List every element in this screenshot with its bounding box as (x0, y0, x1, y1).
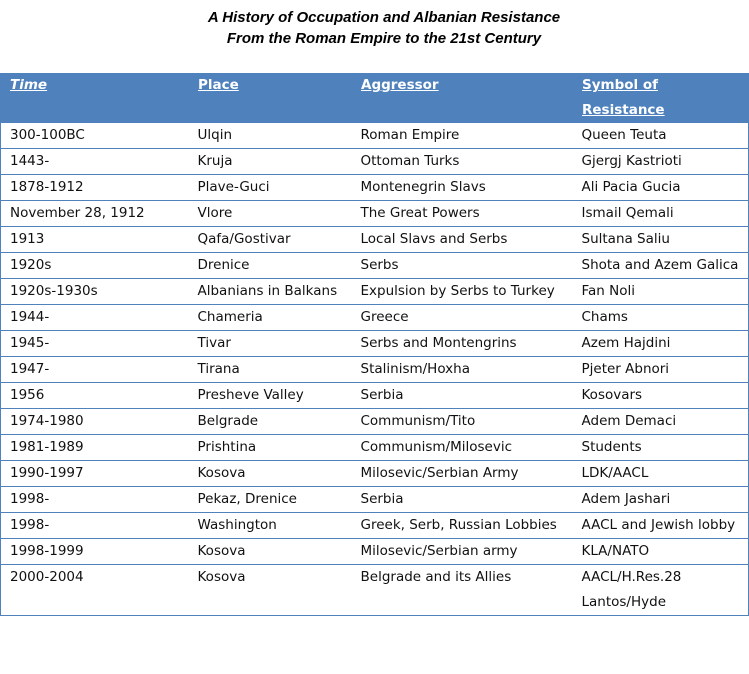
header-time: Time (1, 73, 189, 123)
cell-time: 1443- (1, 149, 189, 175)
cell-aggressor: Milosevic/Serbian army (352, 539, 573, 565)
cell-symbol: Adem Demaci (573, 409, 749, 435)
cell-symbol: Sultana Saliu (573, 227, 749, 253)
cell-time: 2000-2004 (1, 565, 189, 616)
cell-time: 1944- (1, 305, 189, 331)
cell-aggressor: Belgrade and its Allies (352, 565, 573, 616)
cell-time: 300-100BC (1, 123, 189, 149)
cell-place: Chameria (189, 305, 352, 331)
table-row (1, 175, 749, 201)
table-row (1, 253, 749, 279)
cell-place: Kruja (189, 149, 352, 175)
cell-aggressor: Communism/Tito (352, 409, 573, 435)
cell-aggressor: Greece (352, 305, 573, 331)
cell-place: Washington (189, 513, 352, 539)
cell-time: 1998- (1, 487, 189, 513)
cell-symbol: Pjeter Abnori (573, 357, 749, 383)
cell-aggressor: Milosevic/Serbian Army (352, 461, 573, 487)
cell-aggressor: Local Slavs and Serbs (352, 227, 573, 253)
cell-symbol: Ali Pacia Gucia (573, 175, 749, 201)
cell-place: Ulqin (189, 123, 352, 149)
cell-aggressor: The Great Powers (352, 201, 573, 227)
cell-aggressor: Communism/Milosevic (352, 435, 573, 461)
cell-place: Kosova (189, 461, 352, 487)
title-line-2: From the Roman Empire to the 21st Century (226, 30, 542, 47)
cell-aggressor: Serbia (352, 487, 573, 513)
cell-aggressor: Ottoman Turks (352, 149, 573, 175)
cell-place: Vlore (189, 201, 352, 227)
header-aggressor: Aggressor (352, 73, 573, 123)
cell-aggressor: Montenegrin Slavs (352, 175, 573, 201)
cell-aggressor: Serbs and Montengrins (352, 331, 573, 357)
cell-place: Plave-Guci (189, 175, 352, 201)
table-row (1, 565, 749, 616)
cell-time: 1947- (1, 357, 189, 383)
cell-aggressor: Roman Empire (352, 123, 573, 149)
table-row (1, 201, 749, 227)
cell-symbol: Kosovars (573, 383, 749, 409)
cell-symbol: Adem Jashari (573, 487, 749, 513)
table-row (1, 409, 749, 435)
cell-time: 1878-1912 (1, 175, 189, 201)
cell-aggressor: Serbia (352, 383, 573, 409)
header-place: Place (189, 73, 352, 123)
cell-time: 1920s (1, 253, 189, 279)
cell-symbol: Fan Noli (573, 279, 749, 305)
cell-time: 1920s-1930s (1, 279, 189, 305)
cell-aggressor: Expulsion by Serbs to Turkey (352, 279, 573, 305)
cell-aggressor: Stalinism/Hoxha (352, 357, 573, 383)
table-row (1, 227, 749, 253)
cell-time: 1998-1999 (1, 539, 189, 565)
title-line-1: A History of Occupation and Albanian Resistance (207, 9, 561, 26)
document-title (0, 7, 749, 49)
cell-symbol: AACL and Jewish lobby (573, 513, 749, 539)
cell-aggressor: Greek, Serb, Russian Lobbies (352, 513, 573, 539)
cell-time: 1998- (1, 513, 189, 539)
table-row (1, 435, 749, 461)
table-row (1, 279, 749, 305)
cell-symbol: Ismail Qemali (573, 201, 749, 227)
cell-place: Kosova (189, 539, 352, 565)
cell-place: Pekaz, Drenice (189, 487, 352, 513)
cell-symbol: LDK/AACL (573, 461, 749, 487)
cell-time: 1981-1989 (1, 435, 189, 461)
cell-time: November 28, 1912 (1, 201, 189, 227)
cell-time: 1956 (1, 383, 189, 409)
cell-symbol: Shota and Azem Galica (573, 253, 749, 279)
cell-place: Tivar (189, 331, 352, 357)
cell-place: Prishtina (189, 435, 352, 461)
cell-place: Qafa/Gostivar (189, 227, 352, 253)
table-row (1, 487, 749, 513)
cell-place: Drenice (189, 253, 352, 279)
table-row (1, 305, 749, 331)
cell-symbol: Queen Teuta (573, 123, 749, 149)
table-row (1, 331, 749, 357)
table-header-row (1, 73, 749, 123)
table-row (1, 357, 749, 383)
table-row (1, 461, 749, 487)
table-row (1, 513, 749, 539)
cell-symbol: Chams (573, 305, 749, 331)
cell-symbol: KLA/NATO (573, 539, 749, 565)
cell-place: Kosova (189, 565, 352, 616)
cell-time: 1913 (1, 227, 189, 253)
cell-place: Tirana (189, 357, 352, 383)
table-body (1, 123, 749, 616)
cell-aggressor: Serbs (352, 253, 573, 279)
cell-symbol: AACL/H.Res.28 Lantos/Hyde (573, 565, 749, 616)
cell-place: Belgrade (189, 409, 352, 435)
cell-time: 1974-1980 (1, 409, 189, 435)
cell-symbol: Gjergj Kastrioti (573, 149, 749, 175)
table-row (1, 123, 749, 149)
table-row (1, 149, 749, 175)
cell-time: 1990-1997 (1, 461, 189, 487)
cell-place: Presheve Valley (189, 383, 352, 409)
history-table (0, 73, 749, 616)
cell-symbol: Azem Hajdini (573, 331, 749, 357)
cell-symbol: Students (573, 435, 749, 461)
table-row (1, 383, 749, 409)
table-row (1, 539, 749, 565)
cell-place: Albanians in Balkans (189, 279, 352, 305)
cell-time: 1945- (1, 331, 189, 357)
header-symbol-of-resistance: Symbol of Resistance (573, 73, 749, 123)
